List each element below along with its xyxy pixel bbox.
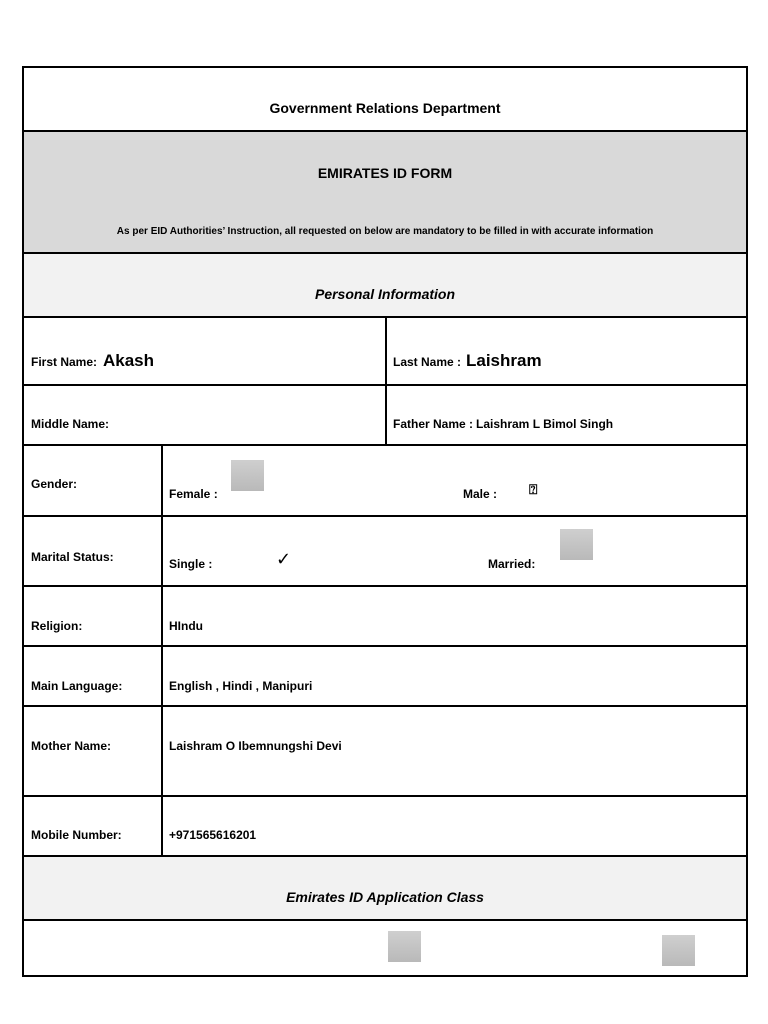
middle-name-label: Middle Name: [31,417,110,431]
religion-label: Religion: [31,619,83,633]
application-class-heading-row [22,855,748,921]
middle-father-row [22,384,748,446]
application-class-checkbox-2[interactable] [662,935,695,966]
marital-status-label: Marital Status: [31,550,114,564]
father-name-label: Father Name : [393,417,474,431]
mother-name-label: Mother Name: [31,739,112,753]
religion-row [22,585,748,647]
religion-value[interactable]: HIndu [169,619,203,633]
main-language-label: Main Language: [31,679,123,693]
name-row [22,316,748,386]
male-checkbox-mark[interactable]: ⍰ [529,482,538,498]
application-class-options-row [22,919,748,977]
application-class-checkbox-1[interactable] [388,931,421,962]
last-name-label: Last Name : [393,355,462,369]
form-title-row [22,130,748,254]
female-label: Female : [169,487,218,501]
emirates-id-form [22,66,748,977]
form-title: EMIRATES ID FORM [317,165,453,181]
father-name-value[interactable]: Laishram L Bimol Singh [476,417,614,431]
female-checkbox[interactable] [231,460,264,491]
single-label: Single : [169,557,213,571]
mobile-number-label: Mobile Number: [31,828,122,842]
first-name-value[interactable]: Akash [103,351,155,370]
mobile-number-value[interactable]: +971565616201 [169,828,257,842]
first-name-label: First Name: [31,355,98,369]
mother-name-value[interactable]: Laishram O Ibemnungshi Devi [169,739,342,753]
married-label: Married: [488,557,536,571]
marital-status-row [22,515,748,587]
last-name-value[interactable]: Laishram [466,351,542,370]
main-language-value[interactable]: English , Hindi , Manipuri [169,679,313,693]
application-class-heading: Emirates ID Application Class [286,889,484,905]
personal-info-heading-row [22,252,748,318]
gender-label: Gender: [31,477,78,491]
department-title: Government Relations Department [269,100,501,116]
single-check-mark[interactable]: ✓ [276,549,292,570]
instruction-text: As per EID Authorities’ Instruction, all requested on below are mandatory to be filled in with accurate information [116,226,654,237]
department-header-row [22,66,748,132]
personal-info-heading: Personal Information [314,286,456,302]
mother-mobile-block [22,705,748,858]
male-label: Male : [463,487,498,501]
married-checkbox[interactable] [560,529,593,560]
gender-row [22,444,748,517]
main-language-row [22,645,748,707]
